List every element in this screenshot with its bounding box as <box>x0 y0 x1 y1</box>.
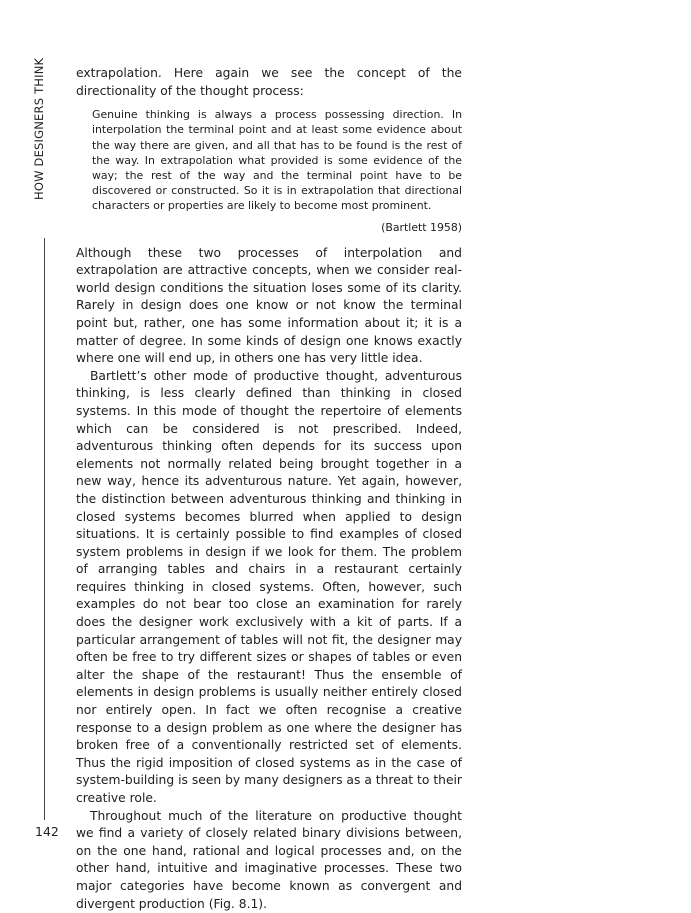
block-quote: Genuine thinking is always a process possessing direction. In interpolation the terminal point and at least some evidence about the way there are given, and all that has to be found is the rest of the way. In extrapolation what provided is some evidence of the way; the rest of the way and the terminal point have to be discovered or constructed. So it is in extrapolation that directional characters or properties are likely to become most prominent. <box>92 108 462 213</box>
page-number: 142 <box>35 824 59 839</box>
paragraph: Bartlett’s other mode of productive thought, adventurous thinking, is less clearly defined than thinking in closed systems. In this mode of thought the repertoire of elements which can be considered is not prescribed. Indeed, adventurous thinking often depends for its success upon elements not normally related being brought together in a new way, hence its adventurous nature. Yet again, however, the distinction between adventurous thinking and thinking in closed systems becomes blurred when applied to design situations. It is certainly possible to find examples of closed system problems in design if we look for them. The problem of arranging tables and chairs in a restaurant certainly requires thinking in closed systems. Often, however, such examples do not bear too close an examination for rarely does the designer work exclusively with a kit of parts. If a particular arrangement of tables will not fit, the designer may often be free to try different sizes or shapes of tables or even alter the shape of the restaurant! Thus the ensemble of elements in design problems is usually neither entirely closed nor entirely open. In fact we often recognise a creative response to a design problem as one where the designer has broken free of a conventionally restricted set of elements. Thus the rigid imposition of closed systems as in the case of system-building is seen by many designers as a threat to their creative role. <box>76 368 462 806</box>
quote-citation: (Bartlett 1958) <box>381 220 462 234</box>
running-head <box>28 57 52 200</box>
margin-rule <box>44 238 45 820</box>
body-text <box>76 65 462 913</box>
paragraph: Throughout much of the literature on productive thought we find a variety of closely related binary divisions between, on the one hand, rational and logical processes and, on the other hand, intuitive and imaginative processes. These two major categories have become known as convergent and divergent production (Fig. 8.1). <box>76 808 462 911</box>
paragraph-intro: extrapolation. Here again we see the concept of the directionality of the thought process: <box>76 66 462 98</box>
paragraph: Although these two processes of interpolation and extrapolation are attractive concepts, when we consider real-world design conditions the situation loses some of its clarity. Rarely in design does one know or not know the terminal point but, rather, one has some information about it; it is a matter of degree. In some kinds of design one knows exactly where one will end up, in others one has very little idea. <box>76 245 462 366</box>
running-head-text: HOW DESIGNERS THINK <box>32 57 46 200</box>
